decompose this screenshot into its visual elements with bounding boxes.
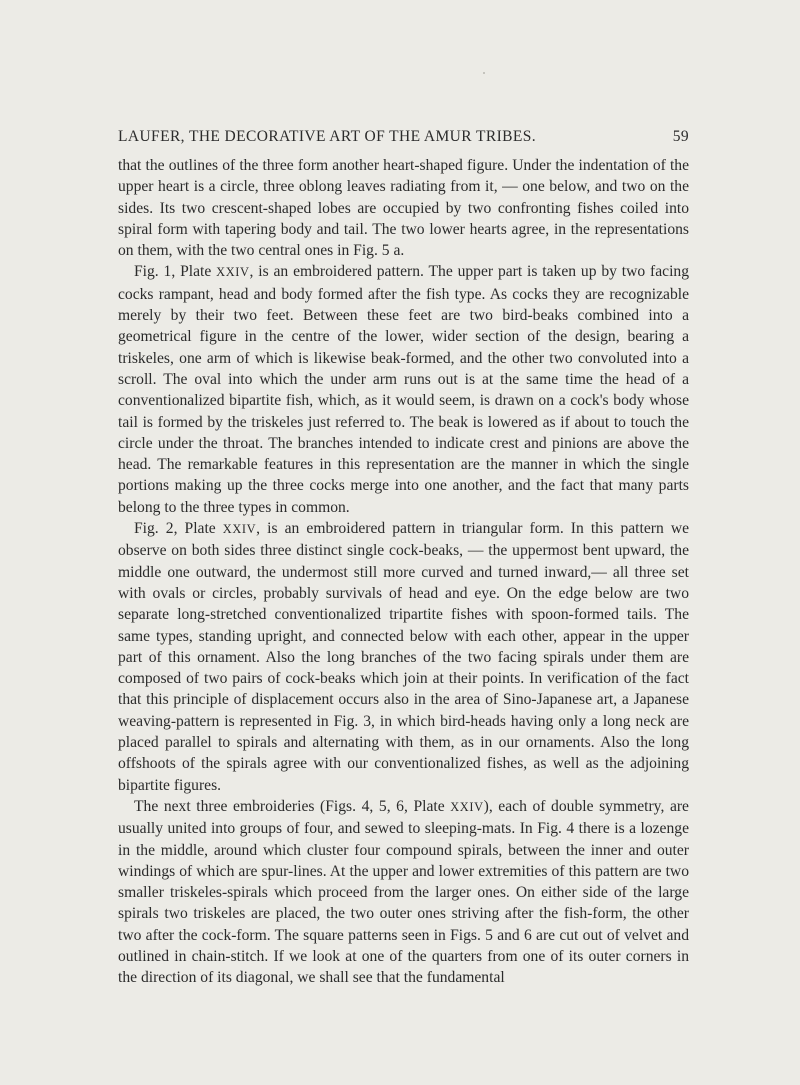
paragraph-continuation: that the outlines of the three form another heart-shaped figure. Under the indentation of the upper heart is a circle, three oblong leaves radiating from it, — one below, and two on the sides. Its two crescent-shaped lobes are occupied by two confronting fishes coiled into spiral form with tapering body and tail. The two lower hearts agree, in the representations on them, with the two central ones in Fig. 5 a. — [118, 157, 689, 260]
running-head — [118, 128, 689, 148]
paper-speck — [483, 72, 485, 74]
plate-numeral: XXIV — [216, 265, 250, 280]
body-text — [118, 155, 689, 989]
plate-numeral: XXIV — [450, 799, 484, 814]
plate-numeral: XXIV — [222, 522, 257, 537]
paragraph-figs-4-5-6: The next three embroideries (Figs. 4, 5, 6, Plate XXIV), each of double symmetry, are usually united into groups of four, and sewed to sleeping-mats. In Fig. 4 there is a lozenge in the middle, around which cluster four compound spirals, between the inner and outer windings of which are spur-lines. At the upper and lower extremities of this pattern are two smaller triskeles-spirals which proceed from the larger ones. On either side of the large spirals two triskeles are placed, the two outer ones striving after the fish-form, the other two after the cock-form. The square patterns seen in Figs. 5 and 6 are cut out of velvet and outlined in chain-stitch. If we look at one of the quarters from one of its outer corners in the direction of its diagonal, we shall see that the fundamental — [118, 797, 689, 987]
running-title: LAUFER, THE DECORATIVE ART OF THE AMUR TRIBES. — [118, 128, 537, 145]
page-number: 59 — [672, 128, 689, 145]
paragraph-fig-2: Fig. 2, Plate XXIV, is an embroidered pattern in triangular form. In this pattern we observe on both sides three distinct single cock-beaks, — the uppermost bent upward, the middle one outward, the undermost still more curved and turned inward,— all three set with ovals or circles, probably survivals of head and eye. On the edge below are two separate long-stretched conventionalized tripartite fishes with spoon-formed tails. The same types, standing upright, and connected below with each other, appear in the upper part of this ornament. Also the long branches of the two facing spirals under them are composed of two pairs of cock-beaks which join at their points. In verification of the fact that this principle of displacement occurs also in the area of Sino-Japanese art, a Japanese weaving-pattern is represented in Fig. 3, in which bird-heads having only a long neck are placed parallel to spirals and alternating with them, as in our ornaments. Also the long offshoots of the spirals agree with our conventionalized fishes, as well as the adjoining bipartite figures. — [118, 520, 689, 794]
paragraph-fig-1: Fig. 1, Plate XXIV, is an embroidered pattern. The upper part is taken up by two facing cocks rampant, head and body formed after the fish type. As cocks they are recognizable merely by their two feet. Between these feet are two bird-beaks combined into a geometrical figure in the centre of the lower, wider section of the design, bearing a triskeles, one arm of which is likewise beak-formed, and the other two convoluted into a scroll. The oval into which the under arm runs out is at the same time the head of a conventionalized bipartite fish, which, as it would seem, is drawn on a cock's body whose tail is formed by the triskeles just referred to. The beak is lowered as if about to touch the circle under the throat. The branches intended to indicate crest and pinions are above the head. The remarkable features in this representation are the manner in which the single portions making up the three cocks merge into one another, and the fact that many parts belong to the three types in common. — [118, 263, 690, 516]
